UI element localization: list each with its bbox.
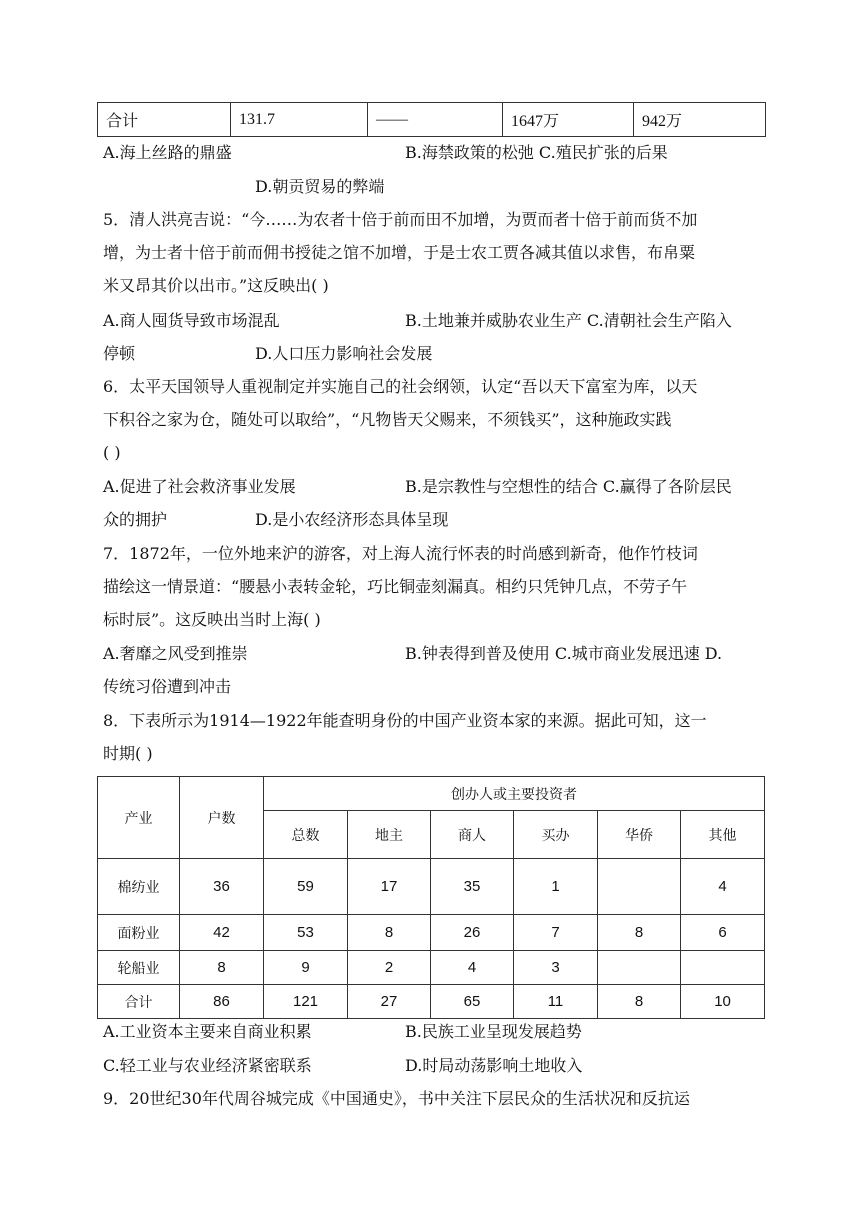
table-cell: 8	[180, 951, 264, 985]
table-cell: 17	[348, 859, 431, 915]
table-cell: 53	[264, 915, 348, 951]
table-cell: 10	[681, 985, 765, 1019]
table-cell	[598, 859, 681, 915]
summary-table-fragment	[97, 102, 766, 137]
table-cell: 7	[514, 915, 598, 951]
q8-option-a: A.工业资本主要来自商业积累	[103, 1022, 312, 1041]
q8-stem-line-1: 8．下表所示为1914—1922年能查明身份的中国产业资本家的来源。据此可知，这一	[103, 711, 707, 730]
table-cell: 合计	[98, 103, 231, 137]
q8-option-d: D.时局动荡影响土地收入	[405, 1056, 583, 1075]
q6-stem-line-2: 下积谷之家为仓，随处可以取给”，“凡物皆天父赐来，不须钱买”，这种施政实践	[103, 410, 672, 429]
table-cell: 1647万	[503, 103, 634, 137]
subheader-merchant: 商人	[431, 811, 514, 859]
header-households: 户数	[180, 777, 264, 859]
table-row	[98, 103, 766, 137]
subheader-comprador: 买办	[514, 811, 598, 859]
table-cell: 26	[431, 915, 514, 951]
table-cell: 59	[264, 859, 348, 915]
table-cell	[681, 951, 765, 985]
header-investors-group: 创办人或主要投资者	[264, 777, 765, 811]
row-label: 轮船业	[98, 951, 180, 985]
subheader-other: 其他	[681, 811, 765, 859]
q4-option-a: A.海上丝路的鼎盛	[103, 143, 232, 162]
table-cell: 3	[514, 951, 598, 985]
q7-option-bcd: B.钟表得到普及使用 C.城市商业发展迅速 D.	[405, 644, 723, 663]
q6-option-c-cont: 众的拥护	[103, 510, 168, 529]
q6-option-bc: B.是宗教性与空想性的结合 C.赢得了各阶层民	[405, 477, 732, 496]
table-cell: 2	[348, 951, 431, 985]
q4-option-bc: B.海禁政策的松弛 C.殖民扩张的后果	[405, 143, 668, 162]
table-cell: ——	[368, 103, 503, 137]
table-cell: 1	[514, 859, 598, 915]
q7-stem-line-2: 描绘这一情景道：“腰悬小表转金轮，巧比铜壶刻漏真。相约只凭钟几点，不劳子午	[103, 577, 688, 596]
q5-option-d: D.人口压力影响社会发展	[255, 344, 433, 363]
subheader-overseas-chinese: 华侨	[598, 811, 681, 859]
q8-stem-line-2: 时期( )	[103, 744, 153, 763]
q7-stem-line-1: 7．1872年，一位外地来沪的游客，对上海人流行怀表的时尚感到新奇，他作竹枝词	[103, 544, 698, 563]
q5-option-c-cont: 停顿	[103, 344, 136, 363]
table-row	[98, 985, 765, 1019]
q5-stem-line-2: 增，为士者十倍于前而佣书授徒之馆不加增，于是士农工贾各减其值以求售，布帛粟	[103, 243, 696, 262]
q6-option-a: A.促进了社会救济事业发展	[103, 477, 296, 496]
subheader-landlord: 地主	[348, 811, 431, 859]
q4-option-d: D.朝贡贸易的弊端	[255, 177, 385, 196]
table-cell: 9	[264, 951, 348, 985]
q5-option-a: A.商人囤货导致市场混乱	[103, 311, 280, 330]
row-label: 面粉业	[98, 915, 180, 951]
table-cell: 4	[431, 951, 514, 985]
q7-option-a: A.奢靡之风受到推崇	[103, 644, 248, 663]
subheader-total: 总数	[264, 811, 348, 859]
table-cell: 36	[180, 859, 264, 915]
q5-option-bc: B.土地兼并威胁农业生产 C.清朝社会生产陷入	[405, 311, 732, 330]
table-cell: 42	[180, 915, 264, 951]
table-cell: 35	[431, 859, 514, 915]
q9-stem-line-1: 9．20世纪30年代周谷城完成《中国通史》，书中关注下层民众的生活状况和反抗运	[103, 1089, 690, 1108]
q7-option-d-cont: 传统习俗遭到冲击	[103, 677, 232, 696]
q7-stem-line-3: 标时辰”。这反映出当时上海( )	[103, 610, 321, 629]
table-row	[98, 915, 765, 951]
q8-option-c: C.轻工业与农业经济紧密联系	[103, 1056, 312, 1075]
capitalist-origin-table	[97, 776, 765, 1019]
table-cell: 27	[348, 985, 431, 1019]
table-cell	[598, 951, 681, 985]
table-cell: 8	[598, 985, 681, 1019]
table-cell: 8	[348, 915, 431, 951]
table-header-row	[98, 777, 765, 811]
table-cell: 131.7	[231, 103, 368, 137]
row-label: 棉纺业	[98, 859, 180, 915]
q5-stem-line-3: 米又昂其价以出市。”这反映出( )	[103, 276, 329, 295]
table-cell: 121	[264, 985, 348, 1019]
table-cell: 4	[681, 859, 765, 915]
table-row	[98, 859, 765, 915]
table-cell: 11	[514, 985, 598, 1019]
table-cell: 8	[598, 915, 681, 951]
table-cell: 942万	[634, 103, 766, 137]
q6-option-d: D.是小农经济形态具体呈现	[255, 510, 449, 529]
q6-stem-line-3: ( )	[103, 443, 121, 462]
q6-stem-line-1: 6．太平天国领导人重视制定并实施自己的社会纲领，认定“吾以天下富室为库，以天	[103, 377, 698, 396]
header-industry: 产业	[98, 777, 180, 859]
row-label: 合计	[98, 985, 180, 1019]
table-cell: 65	[431, 985, 514, 1019]
table-row	[98, 951, 765, 985]
q8-option-b: B.民族工业呈现发展趋势	[405, 1022, 582, 1041]
q5-stem-line-1: 5．清人洪亮吉说：“今……为农者十倍于前而田不加增，为贾而者十倍于前而货不加	[103, 210, 698, 229]
table-cell: 6	[681, 915, 765, 951]
table-cell: 86	[180, 985, 264, 1019]
